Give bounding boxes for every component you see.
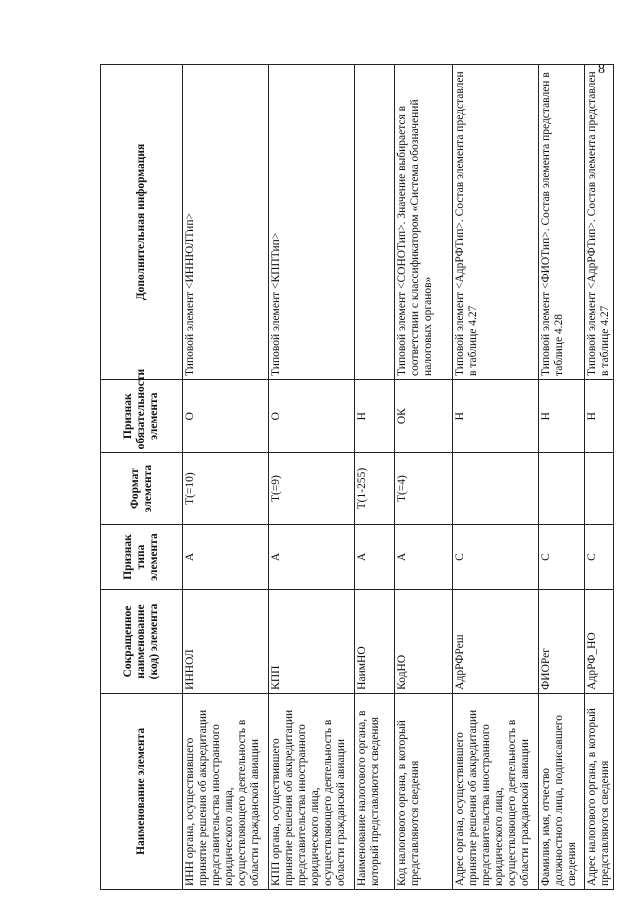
cell-name: ИНН органа, осуществившего принятие решения об аккредитации представительства иностранного юридического лица, осуществляющего деятельность в области гражданской авиации — [183, 693, 269, 889]
table-row — [355, 65, 395, 890]
cell-format — [453, 453, 539, 524]
header-element-type: Признак типа элемента — [101, 524, 183, 589]
header-additional-info: Дополнительная информация — [101, 65, 183, 380]
cell-type: А — [269, 524, 355, 589]
cell-code: НаимНО — [355, 590, 395, 694]
cell-format — [585, 453, 614, 524]
cell-required: О — [183, 379, 269, 452]
cell-name: Адрес налогового органа, в который представляются сведения — [585, 693, 614, 889]
cell-name: Код налогового органа, в который представляются сведения — [395, 693, 453, 889]
cell-type: А — [183, 524, 269, 589]
cell-required: ОК — [395, 379, 453, 452]
cell-type: С — [453, 524, 539, 589]
table-header-row — [101, 65, 183, 890]
cell-type: С — [585, 524, 614, 589]
cell-format: T(1-255) — [355, 453, 395, 524]
cell-code: АдрРФ_НО — [585, 590, 614, 694]
cell-code: ФИОРег — [539, 590, 585, 694]
header-element-format: Формат элемента — [101, 453, 183, 524]
cell-info: Типовой элемент <КППТип> — [269, 65, 355, 380]
cell-required: О — [269, 379, 355, 452]
cell-code: КодНО — [395, 590, 453, 694]
cell-type: А — [355, 524, 395, 589]
cell-info: Типовой элемент <СОНОТип>. Значение выбирается в соответствии с классификатором «Система обозначений налоговых органов» — [395, 65, 453, 380]
cell-info: Типовой элемент <АдрРФТип>. Состав элемента представлен в таблице 4.27 — [585, 65, 614, 380]
cell-required: Н — [355, 379, 395, 452]
cell-required: Н — [539, 379, 585, 452]
cell-required: Н — [453, 379, 539, 452]
cell-name: КПП органа, осуществившего принятие решения об аккредитации представительства иностранного юридического лица, осуществляющего деятельность в области гражданской авиации — [269, 693, 355, 889]
cell-info: Типовой элемент <ФИОТип>. Состав элемента представлен в таблице 4.28 — [539, 65, 585, 380]
cell-code: ИННОЛ — [183, 590, 269, 694]
cell-code: АдрРФРеш — [453, 590, 539, 694]
cell-format — [539, 453, 585, 524]
cell-info — [355, 65, 395, 380]
page-number: 8 — [598, 62, 605, 77]
cell-name: Фамилия, имя, отчество должностного лица, подписавшего сведения — [539, 693, 585, 889]
cell-name: Адрес органа, осуществившего принятие решения об аккредитации представительства иностранного юридического лица, осуществляющего деятельность в области гражданской авиации — [453, 693, 539, 889]
cell-name: Наименование налогового органа, в который представляются сведения — [355, 693, 395, 889]
cell-code: КПП — [269, 590, 355, 694]
cell-format: T(=9) — [269, 453, 355, 524]
table-row — [453, 65, 539, 890]
cell-info: Типовой элемент <ИННЮЛТип> — [183, 65, 269, 380]
cell-info: Типовой элемент <АдрРФТип>. Состав элемента представлен в таблице 4.27 — [453, 65, 539, 380]
header-element-name: Наименование элемента — [101, 693, 183, 889]
header-element-code: Сокращенное наименование (код) элемента — [101, 590, 183, 694]
cell-format: T(=10) — [183, 453, 269, 524]
header-element-required: Признак обязательности элемента — [101, 379, 183, 452]
cell-required: Н — [585, 379, 614, 452]
table-row — [395, 65, 453, 890]
table-row — [183, 65, 269, 890]
table-row — [269, 65, 355, 890]
cell-format: T(=4) — [395, 453, 453, 524]
cell-type: А — [395, 524, 453, 589]
cell-type: С — [539, 524, 585, 589]
rotated-table-container — [100, 64, 611, 890]
table-row — [585, 65, 614, 890]
table-row — [539, 65, 585, 890]
elements-table — [100, 64, 614, 890]
